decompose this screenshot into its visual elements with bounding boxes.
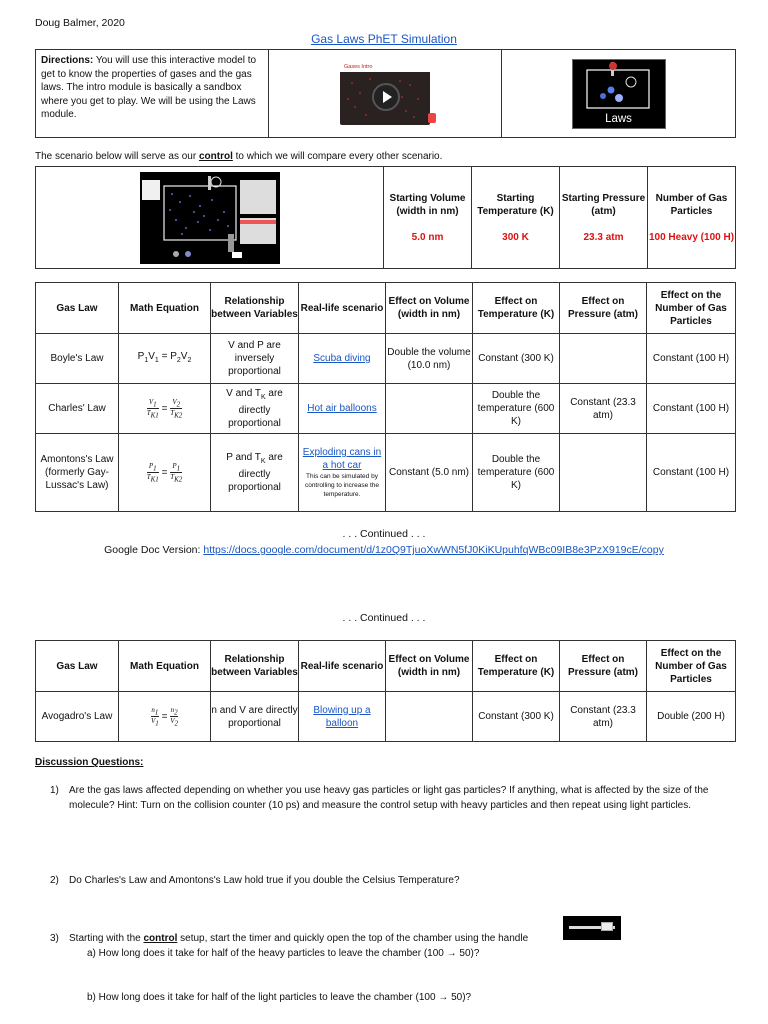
question-3-before: Starting with the xyxy=(69,933,144,944)
question-2-text: Do Charles's Law and Amontons's Law hold true if you double the Celsius Temperature? xyxy=(69,875,460,886)
starting-volume-cell xyxy=(384,167,472,269)
relationship: n and V are directly proportional xyxy=(211,692,299,742)
table-row xyxy=(36,434,736,512)
scenario-link[interactable]: Exploding cans in a hot car xyxy=(302,447,382,471)
effect-volume: Double the volume (10.0 nm) xyxy=(386,334,473,384)
effect-volume: Constant (5.0 nm) xyxy=(386,434,473,512)
question-1 xyxy=(50,783,740,811)
gas-particles-header: Number of Gas Particles xyxy=(655,192,728,217)
scenario-link[interactable]: Scuba diving xyxy=(313,353,371,364)
starting-temperature-header: Starting Temperature (K) xyxy=(477,192,554,217)
starting-temperature-cell xyxy=(472,167,560,269)
question-3-after: setup, start the timer and quickly open the top of the chamber using the handle xyxy=(177,933,529,944)
law-name: Amontons's Law (formerly Gay-Lussac's Law) xyxy=(36,434,119,512)
directions-table xyxy=(35,49,736,138)
fraction-p2-tk2: $\frac{P_1}{T_{K2}}$ xyxy=(170,461,183,484)
scenario-cell xyxy=(299,434,386,512)
fraction-n1-v1: $\frac{n_1}{V_1}$ xyxy=(151,705,159,728)
relationship-part-b: are directly proportional xyxy=(228,388,283,429)
relationship-part-a: P and T xyxy=(226,452,261,463)
effect-pressure: Constant (23.3 atm) xyxy=(560,692,647,742)
law-name: Boyle's Law xyxy=(36,334,119,384)
effect-pressure xyxy=(560,434,647,512)
effect-temperature: Double the temperature (600 K) xyxy=(473,384,560,434)
question-1-text: Are the gas laws affected depending on whether you use heavy gas particles or light gas particles? If anything, what is affected by the size of the molecule? Hint: Turn on the collision counter (10 ps) and measure the control setup with heavy particles and then repeat using light particles. xyxy=(69,785,709,811)
simulation-screenshot-cell xyxy=(36,167,384,269)
google-doc-label: Google Doc Version: xyxy=(104,544,204,556)
question-3-number: 3) xyxy=(50,933,59,944)
gas-particles-value: 100 Heavy (100 H) xyxy=(648,231,735,243)
laws-label: Laws xyxy=(605,112,632,125)
table-row xyxy=(36,384,736,434)
laws-module-thumbnail[interactable] xyxy=(572,59,666,129)
question-3-control-word: control xyxy=(143,933,178,944)
col-effect-particles: Effect on the Number of Gas Particles xyxy=(647,283,736,334)
math-equation: $\frac{P_1}{T_{K1}}$ = $\frac{P_1}{T_{K2}}$ xyxy=(119,434,211,512)
question-2 xyxy=(50,873,460,888)
question-3 xyxy=(50,931,528,946)
col-relationship: Relationship between Variables xyxy=(211,641,299,692)
effect-particles: Constant (100 H) xyxy=(647,334,736,384)
col-effect-temperature: Effect on Temperature (K) xyxy=(473,283,560,334)
table-header-row xyxy=(36,283,736,334)
col-effect-volume: Effect on Volume (width in nm) xyxy=(386,283,473,334)
question-3a: a) How long does it take for half of the heavy particles to leave the chamber (100 → 50)? xyxy=(87,948,480,959)
gas-particles-cell xyxy=(648,167,736,269)
scenario-cell xyxy=(299,384,386,434)
scenario-intro-after: to which we will compare every other scenario. xyxy=(232,151,443,162)
col-math-equation: Math Equation xyxy=(119,283,211,334)
page-title-link[interactable]: Gas Laws PhET Simulation xyxy=(311,32,457,46)
gas-laws-table-2 xyxy=(35,640,736,742)
effect-particles: Double (200 H) xyxy=(647,692,736,742)
relationship-part-b: are directly proportional xyxy=(228,452,283,493)
fraction-p1-tk1: $\frac{P_1}{T_{K1}}$ xyxy=(146,461,159,484)
scenario-cell xyxy=(299,334,386,384)
question-2-number: 2) xyxy=(50,875,59,886)
fraction-n2-v2: $\frac{n_2}{V_2}$ xyxy=(170,705,178,728)
scenario-link[interactable]: Blowing up a balloon xyxy=(313,704,371,729)
scenario-cell xyxy=(299,692,386,742)
starting-volume-value: 5.0 nm xyxy=(411,231,444,243)
fraction-v2-tk2: $\frac{V_2}{T_{K2}}$ xyxy=(170,397,183,420)
effect-temperature: Constant (300 K) xyxy=(473,692,560,742)
gas-laws-table xyxy=(35,282,736,512)
google-doc-link[interactable]: https://docs.google.com/document/d/1z0Q9TjuoXwWN5fJ0KiKUpuhfqWBc09IB8e3PzX919cE/copy xyxy=(203,544,664,556)
col-relationship: Relationship between Variables xyxy=(211,283,299,334)
effect-temperature: Double the temperature (600 K) xyxy=(473,434,560,512)
relationship-part-a: V and T xyxy=(226,388,261,399)
simulation-screenshot xyxy=(140,172,280,264)
directions-text: You will use this interactive model to get to know the properties of gases and the gas laws. The intro module is basically a sandbox where you get to play. We will be using the Laws module. xyxy=(41,55,257,120)
table-row xyxy=(36,334,736,384)
scenario-intro-before: The scenario below will serve as our xyxy=(35,151,199,162)
col-real-life: Real-life scenario xyxy=(299,641,386,692)
starting-pressure-cell xyxy=(560,167,648,269)
effect-volume xyxy=(386,692,473,742)
directions-label: Directions: xyxy=(41,55,94,66)
table-row xyxy=(36,692,736,742)
col-effect-pressure: Effect on Pressure (atm) xyxy=(560,641,647,692)
math-equation: $\frac{n_1}{V_1}$ = $\frac{n_2}{V_2}$ xyxy=(119,692,211,742)
effect-particles: Constant (100 H) xyxy=(647,384,736,434)
math-equation: $\frac{V_1}{T_{K1}}$ = $\frac{V_2}{T_{K2}}$ xyxy=(119,384,211,434)
effect-temperature: Constant (300 K) xyxy=(473,334,560,384)
simulation-graphic xyxy=(140,172,280,264)
scenario-note: This can be simulated by controlling to increase the temperature. xyxy=(304,473,380,498)
scenario-intro xyxy=(35,151,442,162)
chamber-handle-icon xyxy=(563,916,621,940)
col-effect-pressure: Effect on Pressure (atm) xyxy=(560,283,647,334)
laws-box-icon xyxy=(573,60,665,112)
starting-temperature-value: 300 K xyxy=(502,231,529,243)
relationship: V and $T_K$ are directly proportional xyxy=(211,384,299,434)
math-equation: $P_1V_1 = P_2V_2$ xyxy=(119,334,211,384)
col-real-life: Real-life scenario xyxy=(299,283,386,334)
starting-pressure-header: Starting Pressure (atm) xyxy=(561,192,646,217)
col-gas-law: Gas Law xyxy=(36,283,119,334)
intro-video-thumbnail[interactable] xyxy=(340,63,430,125)
author-line: Doug Balmer, 2020 xyxy=(35,17,125,29)
html5-badge-icon xyxy=(428,113,436,123)
effect-volume xyxy=(386,384,473,434)
intro-thumb-header: Gases Intro xyxy=(340,63,430,72)
col-effect-particles: Effect on the Number of Gas Particles xyxy=(647,641,736,692)
fraction-v1-tk1: $\frac{V_1}{T_{K1}}$ xyxy=(146,397,159,420)
effect-particles: Constant (100 H) xyxy=(647,434,736,512)
discussion-title: Discussion Questions: xyxy=(35,757,144,768)
continued-text: . . . Continued . . . xyxy=(342,528,426,540)
starting-volume-header: Starting Volume (width in nm) xyxy=(389,192,466,217)
effect-pressure xyxy=(560,334,647,384)
google-doc-line xyxy=(0,544,768,556)
col-effect-temperature: Effect on Temperature (K) xyxy=(473,641,560,692)
question-1-number: 1) xyxy=(50,785,59,796)
scenario-link[interactable]: Hot air balloons xyxy=(307,403,377,414)
directions-cell xyxy=(36,50,269,138)
question-3b: b) How long does it take for half of the light particles to leave the chamber (100 → 50)? xyxy=(87,992,472,1003)
intro-video-cell xyxy=(269,50,502,138)
control-table xyxy=(35,166,736,269)
table-header-row xyxy=(36,641,736,692)
control-word: control xyxy=(198,151,233,162)
play-icon[interactable] xyxy=(372,83,400,111)
law-name: Avogadro's Law xyxy=(36,692,119,742)
col-gas-law: Gas Law xyxy=(36,641,119,692)
relationship: P and $T_K$ are directly proportional xyxy=(211,434,299,512)
relationship: V and P are inversely proportional xyxy=(211,334,299,384)
law-name: Charles' Law xyxy=(36,384,119,434)
effect-pressure: Constant (23.3 atm) xyxy=(560,384,647,434)
col-math-equation: Math Equation xyxy=(119,641,211,692)
laws-thumb-cell xyxy=(502,50,736,138)
continued-text-2: . . . Continued . . . xyxy=(342,612,426,624)
col-effect-volume: Effect on Volume (width in nm) xyxy=(386,641,473,692)
starting-pressure-value: 23.3 atm xyxy=(583,231,624,243)
